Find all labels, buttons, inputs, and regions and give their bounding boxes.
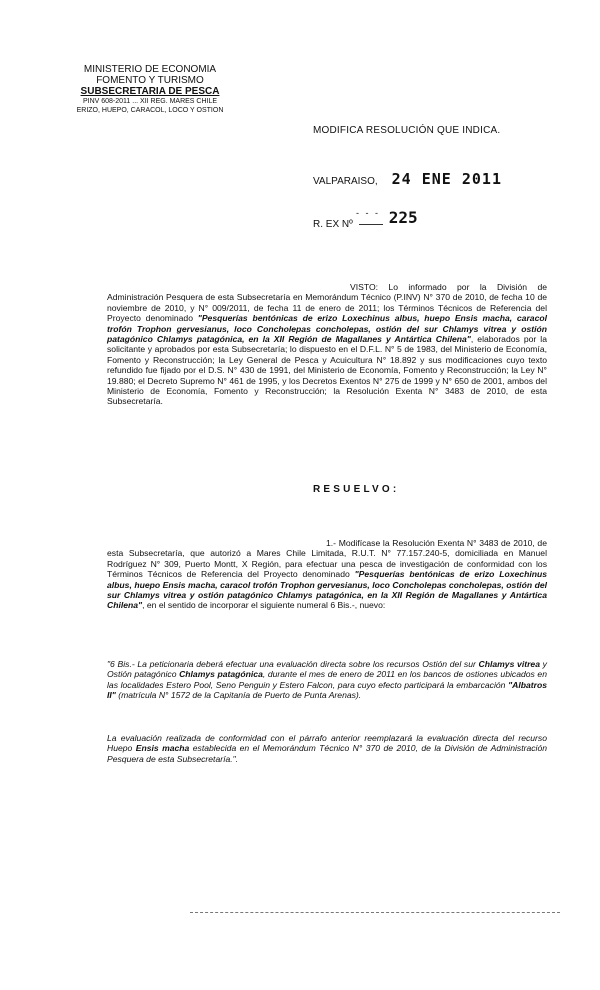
rex-label: R. EX Nº [313, 219, 353, 230]
quote-evaluation-paragraph [107, 733, 547, 764]
footer-divider [190, 912, 560, 913]
resuelvo-heading: RESUELVO: [313, 484, 400, 495]
quote1-text-g: (matrícula N° 1572 de la Capitanía de Puerto de Punta Arenas). [115, 690, 362, 701]
article-1-paragraph [107, 538, 547, 611]
dash-mark: - - - [356, 208, 380, 218]
quote1-text-e: , durante el mes de enero de 2011 en los bancos de ostiones ubicados en las localidades Estero Pool, Seno Penguin y Estero Falcon, para cuyo efecto participará la embarcación [107, 669, 547, 690]
place-label: VALPARAISO, [313, 176, 378, 187]
visto-project-title: "Pesquerías bentónicas de erizo Loxechinus albus, huepo Ensis macha, caracol trofón Trophon gervesianus, loco Concholepas concholepas, ostión del sur Chlamys vitrea y ostión patagónico Chlamys patagónica, en la XII Región de Magallanes y Antártica Chilena" [107, 313, 547, 345]
place-date-line [313, 170, 502, 188]
rex-underline [359, 223, 383, 225]
art1-text-2: , en el sentido de incorporar el siguiente numeral 6 Bis.-, nuevo: [142, 600, 386, 611]
quote1-vessel: "Albatros II" [107, 679, 547, 701]
header-line-subsecretaria: SUBSECRETARIA DE PESCA [80, 86, 220, 97]
date-stamp: 24 ENE 2011 [391, 170, 502, 188]
quote2-species: Ensis macha [135, 743, 190, 754]
quote1-text-a: "6 Bis.- La peticionaria deberá efectuar una evaluación directa sobre los recursos Ostión del sur [107, 659, 479, 669]
header-line-fomento: FOMENTO Y TURISMO [96, 75, 204, 86]
visto-text-2: , elaborados por la solicitante y aprobados por esta Subsecretaría; lo dispuesto en el D.F.L. N° 5 de 1983, del Ministerio de Economía, Fomento y Reconstrucción; la Ley General de Pesca y Acuicultura N° 18.892 y sus modificaciones cuyo texto refundido fue fijado por el D.S. N° 430 de 1991, del Ministerio de Economía, Fomento y Reconstrucción; la Ley N° 19.880; el Decreto Supremo N° 461 de 1995, y los Decretos Exentos N° 275 de 1999 y N° 650 de 2001, ambos del Ministerio de Economía, Fomento y Reconstrucción; la Resolución Exenta N° 3483 de 2010, de esta Subsecretaría. [107, 334, 547, 407]
quote1-text-c: y Ostión patagónico [107, 659, 547, 680]
visto-paragraph [107, 282, 547, 407]
rex-number: 225 [388, 208, 418, 227]
quote2-text-a: La evaluación realizada de conformidad con el párrafo anterior reemplazará la evaluación directa del recurso Huepo [107, 733, 547, 754]
header-line-ministry: MINISTERIO DE ECONOMIA [83, 64, 217, 75]
ministry-header [50, 64, 250, 115]
quote2-text-c: establecida en el Memorándum Técnico N° 370 de 2010, de la División de Administración Pesquera de esta Subsecretaría.". [107, 743, 547, 764]
art1-project-title: "Pesquerías bentónicas de erizo Loxechinus albus, huepo Ensis macha, caracol trofón Trophon gervesianus, loco Concholepas concholepas, ostión del sur Chlamys vitrea y ostión patagónico Chlamys patagónica, en la XII Región de Magallanes y Antártica Chilena" [107, 569, 547, 611]
header-line-reference-code: PINV 608-2011 ... XII REG. MARES CHILE [82, 98, 218, 105]
quote1-species-1: Chlamys vitrea [478, 659, 540, 669]
document-subject: MODIFICA RESOLUCIÓN QUE INDICA. [313, 125, 501, 136]
visto-text-1: VISTO: Lo informado por la División de Administración Pesquera de esta Subsecretaría en Memorándum Técnico (P.INV) N° 370 de 2010, de fecha 10 de noviembre de 2010, y N° 009/2011, de fecha 11 de enero de 2011; los Términos Técnicos de Referencia del Proyecto denominado [107, 282, 547, 324]
quote1-species-2: Chlamys patagónica [179, 669, 263, 680]
quote-6bis-paragraph [107, 659, 547, 701]
art1-text-1: 1.- Modifícase la Resolución Exenta N° 3483 de 2010, de esta Subsecretaría, que autorizó a Mares Chile Limitada, R.U.T. N° 77.157.240-5, domiciliada en Manuel Rodríguez N° 309, Puerto Montt, X Región, para efectuar una pesca de investigación de conformidad con los Términos Técnicos de Referencia del Proyecto denominado [107, 538, 547, 580]
resolution-number-line [313, 208, 418, 231]
header-line-species: ERIZO, HUEPO, CARACOL, LOCO Y OSTION [76, 107, 224, 114]
